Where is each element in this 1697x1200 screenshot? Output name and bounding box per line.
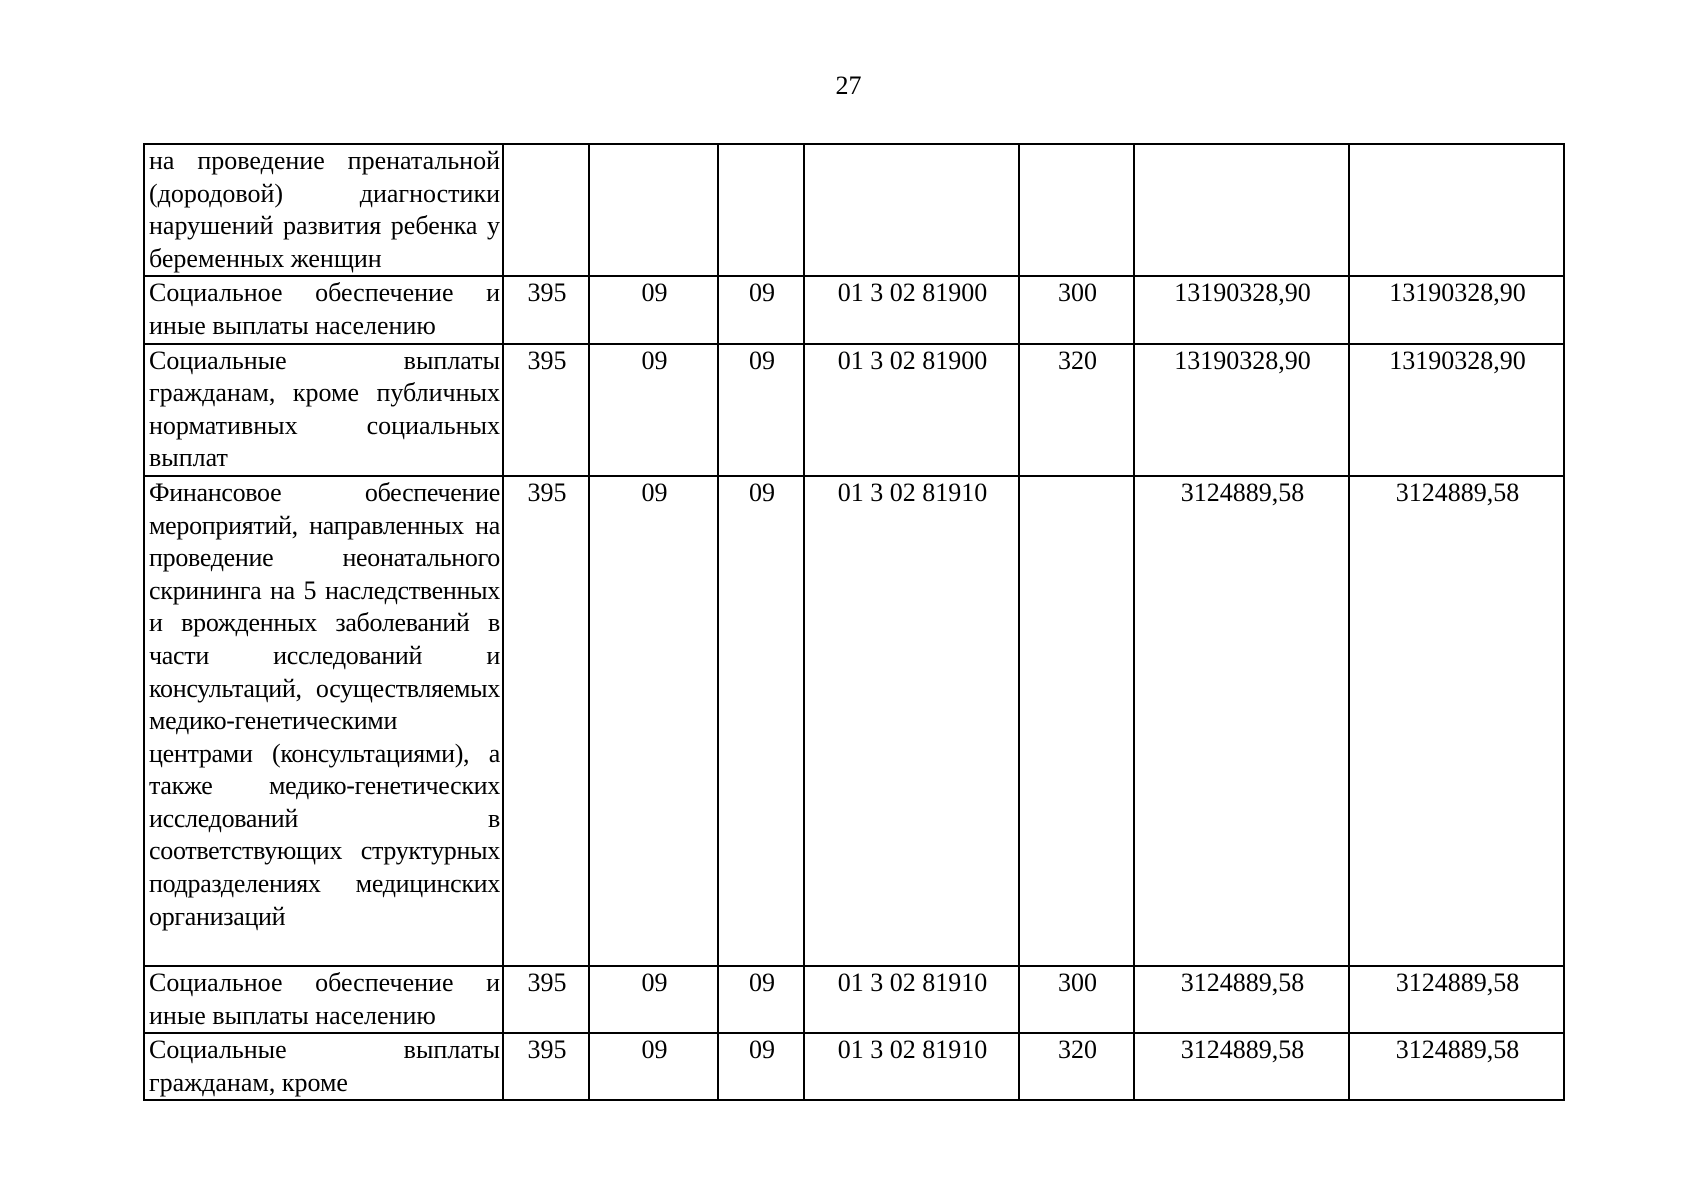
amount-1: 3124889,58 [1134, 966, 1349, 1033]
target-article-code: 01 3 02 81910 [804, 966, 1019, 1033]
amount-1 [1134, 144, 1349, 276]
row-description: Социальное обеспечение и иные выплаты населению [144, 276, 503, 343]
section-code [589, 144, 718, 276]
amount-1: 3124889,58 [1134, 476, 1349, 966]
row-description: Социальное обеспечение и иные выплаты населению [144, 966, 503, 1033]
section-code: 09 [589, 966, 718, 1033]
row-description: Социальные выплаты гражданам, кроме публичных нормативных социальных выплат [144, 344, 503, 476]
section-code: 09 [589, 344, 718, 476]
amount-2: 3124889,58 [1349, 476, 1564, 966]
amount-1: 13190328,90 [1134, 344, 1349, 476]
ministry-code: 395 [503, 344, 589, 476]
expense-type-code: 300 [1019, 966, 1134, 1033]
expense-type-code: 300 [1019, 276, 1134, 343]
target-article-code: 01 3 02 81910 [804, 476, 1019, 966]
subsection-code: 09 [718, 344, 804, 476]
page-number: 27 [835, 71, 862, 100]
expense-type-code: 320 [1019, 1033, 1134, 1100]
row-description: на проведение пренатальной (дородовой) диагностики нарушений развития ребенка у беременных женщин [144, 144, 503, 276]
ministry-code: 395 [503, 1033, 589, 1100]
ministry-code: 395 [503, 966, 589, 1033]
amount-2: 3124889,58 [1349, 1033, 1564, 1100]
expense-type-code: 320 [1019, 344, 1134, 476]
table-row [144, 1033, 1564, 1100]
section-code: 09 [589, 476, 718, 966]
section-code: 09 [589, 276, 718, 343]
amount-1: 3124889,58 [1134, 1033, 1349, 1100]
budget-table [143, 143, 1565, 1101]
ministry-code [503, 144, 589, 276]
target-article-code: 01 3 02 81910 [804, 1033, 1019, 1100]
expense-type-code [1019, 476, 1134, 966]
table-row [144, 344, 1564, 476]
target-article-code: 01 3 02 81900 [804, 276, 1019, 343]
amount-1: 13190328,90 [1134, 276, 1349, 343]
row-description: Финансовое обеспечение мероприятий, направленных на проведение неонатального скрининга на 5 наследственных и врожденных заболеваний в части исследований и консультаций, осуществляемых медико-генетическими центрами (консультациями), а также медико-генетических исследований в соответствующих структурных подразделениях медицинских организаций [144, 476, 503, 966]
amount-2 [1349, 144, 1564, 276]
amount-2: 13190328,90 [1349, 344, 1564, 476]
table-row [144, 276, 1564, 343]
table-row [144, 476, 1564, 966]
ministry-code: 395 [503, 476, 589, 966]
row-description: Социальные выплаты гражданам, кроме [144, 1033, 503, 1100]
table-row [144, 966, 1564, 1033]
subsection-code: 09 [718, 476, 804, 966]
subsection-code [718, 144, 804, 276]
subsection-code: 09 [718, 1033, 804, 1100]
subsection-code: 09 [718, 276, 804, 343]
target-article-code [804, 144, 1019, 276]
amount-2: 3124889,58 [1349, 966, 1564, 1033]
amount-2: 13190328,90 [1349, 276, 1564, 343]
ministry-code: 395 [503, 276, 589, 343]
expense-type-code [1019, 144, 1134, 276]
section-code: 09 [589, 1033, 718, 1100]
target-article-code: 01 3 02 81900 [804, 344, 1019, 476]
table-row [144, 144, 1564, 276]
subsection-code: 09 [718, 966, 804, 1033]
